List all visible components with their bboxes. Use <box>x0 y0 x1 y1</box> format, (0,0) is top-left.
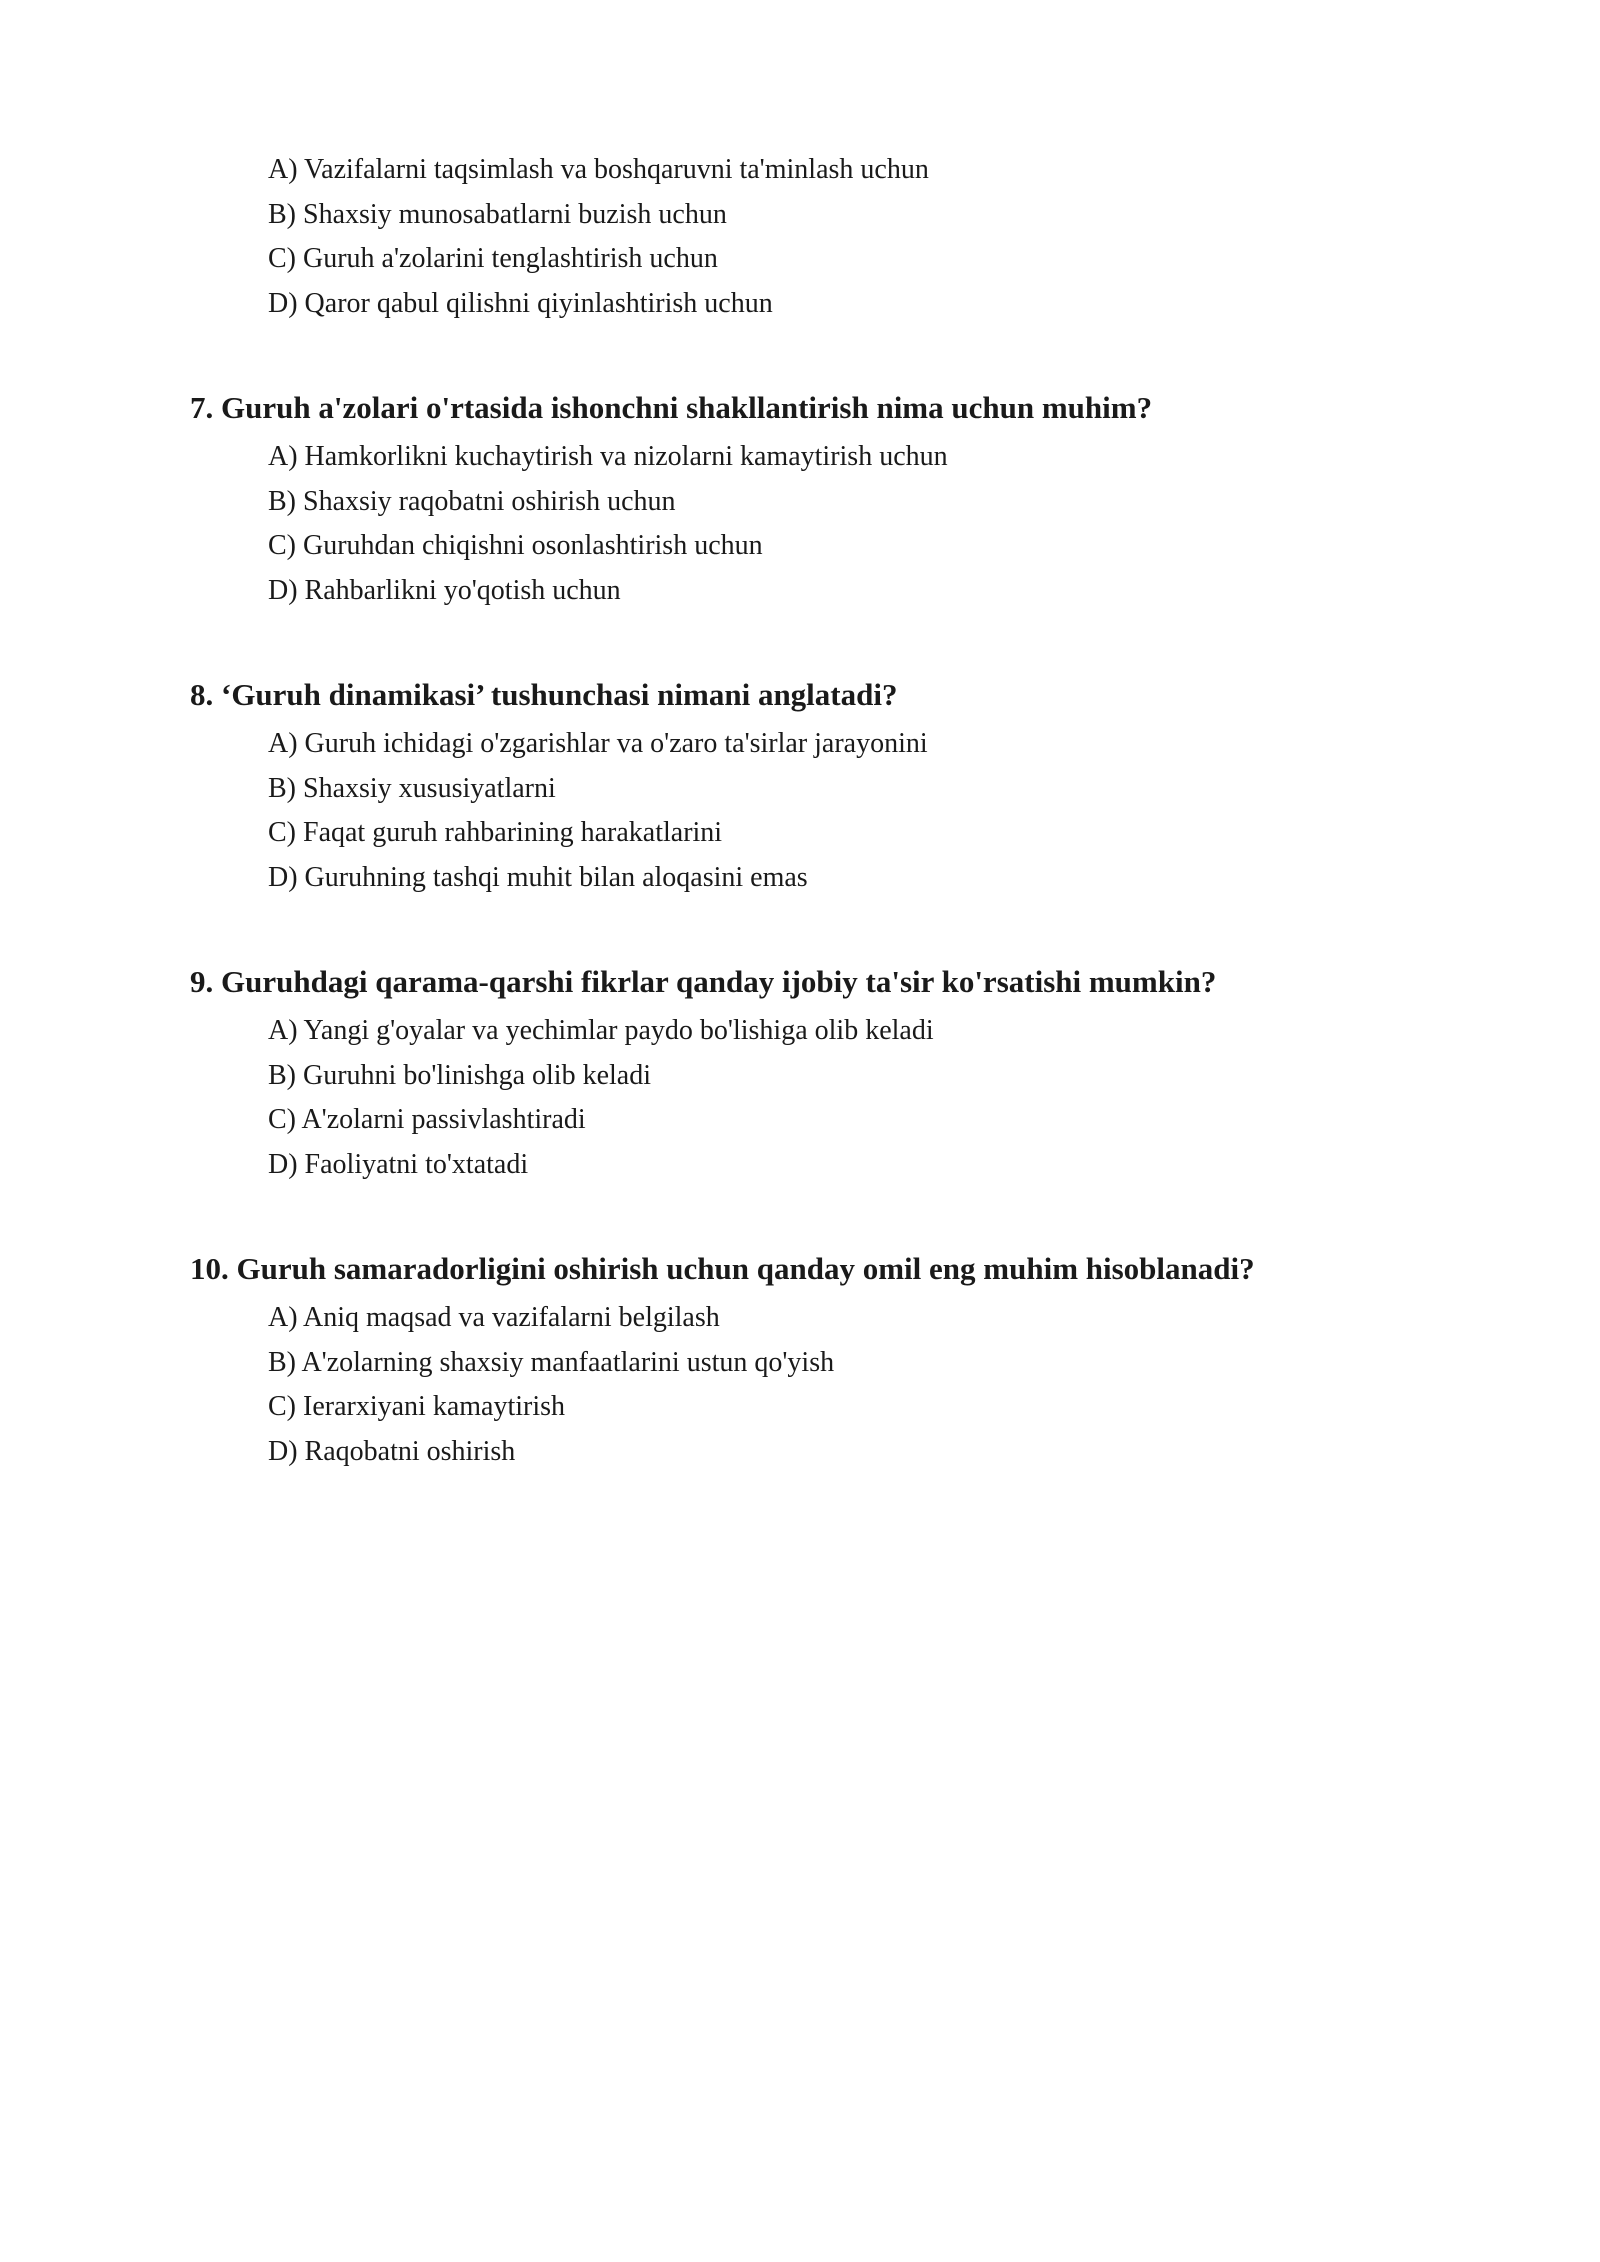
option-c: C) Guruh a'zolarini tenglashtirish uchun <box>268 243 718 274</box>
question-8-heading <box>190 675 897 715</box>
option-d: D) Faoliyatni to'xtatadi <box>268 1148 529 1180</box>
question-10-options <box>268 1296 834 1474</box>
option-b: B) A'zolarning shaxsiy manfaatlarini ustun qo'yish <box>268 1346 835 1378</box>
question-number: 7. <box>190 390 214 425</box>
option-c: C) Faqat guruh rahbarining harakatlarini <box>268 817 723 848</box>
option-d: D) Raqobatni oshirish <box>268 1435 516 1467</box>
option-a: A) Vazifalarni taqsimlash va boshqaruvni ta'minlash uchun <box>268 154 929 185</box>
option-c: C) Guruhdan chiqishni osonlashtirish uchun <box>268 530 763 561</box>
question-text: Guruhdagi qarama-qarshi fikrlar qanday ijobiy ta'sir ko'rsatishi mumkin? <box>221 964 1217 999</box>
option-a: A) Guruh ichidagi o'zgarishlar va o'zaro ta'sirlar jarayonini <box>268 728 928 759</box>
option-a: A) Hamkorlikni kuchaytirish va nizolarni kamaytirish uchun <box>268 441 948 472</box>
question-text: ‘Guruh dinamikasi’ tushunchasi nimani anglatadi? <box>221 677 898 712</box>
question-number: 9. <box>190 964 214 999</box>
option-c: C) A'zolarni passivlashtiradi <box>268 1104 586 1135</box>
question-number: 10. <box>190 1251 229 1286</box>
option-b: B) Shaxsiy raqobatni oshirish uchun <box>268 485 676 517</box>
question-8-options <box>268 722 928 900</box>
option-a: A) Aniq maqsad va vazifalarni belgilash <box>268 1302 720 1333</box>
option-c: C) Ierarxiyani kamaytirish <box>268 1391 566 1422</box>
option-b: B) Shaxsiy munosabatlarni buzish uchun <box>268 198 727 230</box>
question-text: Guruh samaradorligini oshirish uchun qanday omil eng muhim hisoblanadi? <box>236 1251 1255 1286</box>
option-a: A) Yangi g'oyalar va yechimlar paydo bo'lishiga olib keladi <box>268 1015 934 1046</box>
question-7-options <box>268 435 948 613</box>
option-d: D) Guruhning tashqi muhit bilan aloqasini emas <box>268 861 808 893</box>
option-b: B) Guruhni bo'linishga olib keladi <box>268 1059 652 1091</box>
question-6-options <box>268 148 929 326</box>
question-10-heading <box>190 1249 1255 1289</box>
question-9-options <box>268 1009 934 1187</box>
option-d: D) Qaror qabul qilishni qiyinlashtirish uchun <box>268 287 773 319</box>
option-b: B) Shaxsiy xususiyatlarni <box>268 772 556 804</box>
question-number: 8. <box>190 677 214 712</box>
question-9-heading <box>190 962 1216 1002</box>
question-7-heading <box>190 388 1152 428</box>
option-d: D) Rahbarlikni yo'qotish uchun <box>268 574 621 606</box>
question-text: Guruh a'zolari o'rtasida ishonchni shakllantirish nima uchun muhim? <box>221 390 1153 425</box>
